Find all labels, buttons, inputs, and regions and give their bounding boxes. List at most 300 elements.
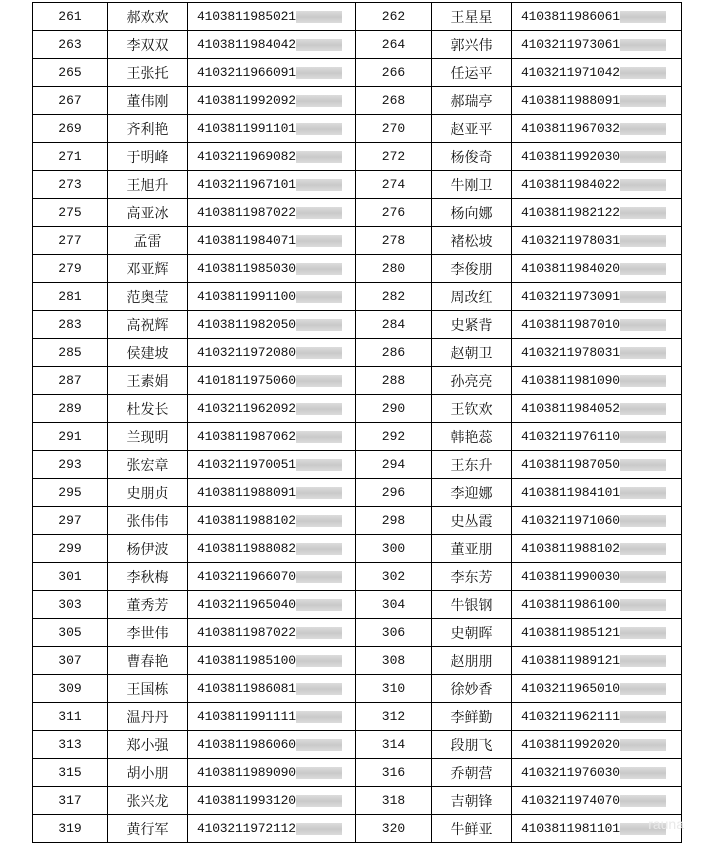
id-visible-digits: 4103811986060 (197, 737, 296, 752)
redaction-bar (296, 123, 342, 135)
id-visible-digits: 4103811991101 (197, 121, 296, 136)
entry-number: 263 (33, 31, 108, 59)
redaction-bar (296, 95, 342, 107)
redaction-bar (296, 655, 342, 667)
redaction-bar (296, 375, 342, 387)
id-visible-digits: 4103811988082 (197, 541, 296, 556)
entry-number: 315 (33, 759, 108, 787)
redaction-bar (296, 263, 342, 275)
id-visible-digits: 4103811984101 (521, 485, 620, 500)
table-row (33, 367, 682, 395)
entry-id-number (512, 507, 682, 535)
entry-name: 杨向娜 (432, 199, 512, 227)
entry-name: 齐利艳 (108, 115, 188, 143)
entry-id-number (512, 227, 682, 255)
id-visible-digits: 4103811989090 (197, 765, 296, 780)
id-visible-digits: 4103811985030 (197, 261, 296, 276)
entry-name: 杨伊波 (108, 535, 188, 563)
entry-name: 赵朋朋 (432, 647, 512, 675)
redaction-bar (296, 431, 342, 443)
id-visible-digits: 4103811984020 (521, 261, 620, 276)
entry-number: 295 (33, 479, 108, 507)
entry-number: 271 (33, 143, 108, 171)
id-visible-digits: 4103211967101 (197, 177, 296, 192)
entry-number: 299 (33, 535, 108, 563)
table-row (33, 171, 682, 199)
redaction-bar (620, 11, 666, 23)
entry-id-number (188, 563, 356, 591)
id-visible-digits: 4103811981090 (521, 373, 620, 388)
entry-name: 孟雷 (108, 227, 188, 255)
redaction-bar (620, 403, 666, 415)
redaction-bar (296, 235, 342, 247)
entry-number: 288 (356, 367, 432, 395)
id-visible-digits: 4103811988102 (197, 513, 296, 528)
table-row (33, 339, 682, 367)
entry-id-number (512, 479, 682, 507)
entry-number: 261 (33, 3, 108, 31)
redaction-bar (296, 487, 342, 499)
entry-name: 李鲜勤 (432, 703, 512, 731)
entry-id-number (512, 703, 682, 731)
entry-id-number (512, 367, 682, 395)
entry-name: 李俊朋 (432, 255, 512, 283)
entry-name: 史丛霞 (432, 507, 512, 535)
entry-id-number (512, 787, 682, 815)
entry-id-number (188, 535, 356, 563)
entry-number: 289 (33, 395, 108, 423)
entry-name: 任运平 (432, 59, 512, 87)
entry-name: 董伟刚 (108, 87, 188, 115)
entry-name: 牛刚卫 (432, 171, 512, 199)
entry-id-number (512, 591, 682, 619)
redaction-bar (620, 683, 666, 695)
entry-number: 275 (33, 199, 108, 227)
entry-id-number (188, 227, 356, 255)
id-visible-digits: 4103811986061 (521, 9, 620, 24)
entry-name: 史紧背 (432, 311, 512, 339)
redaction-bar (296, 795, 342, 807)
redaction-bar (620, 459, 666, 471)
entry-number: 305 (33, 619, 108, 647)
entry-number: 281 (33, 283, 108, 311)
table-row (33, 787, 682, 815)
entry-number: 277 (33, 227, 108, 255)
redaction-bar (620, 319, 666, 331)
entry-id-number (188, 703, 356, 731)
redaction-bar (620, 179, 666, 191)
entry-id-number (188, 199, 356, 227)
entry-name: 高亚冰 (108, 199, 188, 227)
entry-number: 296 (356, 479, 432, 507)
entry-number: 302 (356, 563, 432, 591)
table-row (33, 759, 682, 787)
entry-number: 293 (33, 451, 108, 479)
redaction-bar (620, 543, 666, 555)
entry-number: 274 (356, 171, 432, 199)
entry-id-number (512, 451, 682, 479)
id-visible-digits: 4103211978031 (521, 345, 620, 360)
entry-name: 张宏章 (108, 451, 188, 479)
entry-number: 314 (356, 731, 432, 759)
entry-number: 280 (356, 255, 432, 283)
entry-id-number (188, 367, 356, 395)
roster-table (32, 2, 682, 843)
entry-number: 292 (356, 423, 432, 451)
table-row (33, 59, 682, 87)
entry-id-number (188, 451, 356, 479)
id-visible-digits: 4103811992020 (521, 737, 620, 752)
entry-number: 311 (33, 703, 108, 731)
entry-id-number (188, 171, 356, 199)
id-visible-digits: 4103811982122 (521, 205, 620, 220)
id-visible-digits: 4103811985100 (197, 653, 296, 668)
entry-number: 320 (356, 815, 432, 843)
entry-number: 267 (33, 87, 108, 115)
entry-id-number (188, 283, 356, 311)
entry-id-number (512, 3, 682, 31)
redaction-bar (620, 347, 666, 359)
entry-id-number (188, 395, 356, 423)
entry-name: 郝瑞亭 (432, 87, 512, 115)
entry-name: 韩艳蕊 (432, 423, 512, 451)
redaction-bar (620, 627, 666, 639)
entry-number: 316 (356, 759, 432, 787)
entry-number: 294 (356, 451, 432, 479)
entry-id-number (512, 31, 682, 59)
id-visible-digits: 4103811987022 (197, 625, 296, 640)
entry-number: 306 (356, 619, 432, 647)
entry-number: 300 (356, 535, 432, 563)
entry-number: 264 (356, 31, 432, 59)
entry-number: 304 (356, 591, 432, 619)
id-visible-digits: 4101811975060 (197, 373, 296, 388)
entry-number: 291 (33, 423, 108, 451)
entry-name: 郭兴伟 (432, 31, 512, 59)
entry-name: 胡小朋 (108, 759, 188, 787)
entry-number: 285 (33, 339, 108, 367)
entry-number: 272 (356, 143, 432, 171)
id-visible-digits: 4103811985121 (521, 625, 620, 640)
redaction-bar (296, 683, 342, 695)
id-visible-digits: 4103811993120 (197, 793, 296, 808)
entry-id-number (512, 339, 682, 367)
entry-id-number (512, 395, 682, 423)
redaction-bar (296, 151, 342, 163)
redaction-bar (296, 543, 342, 555)
table-row (33, 87, 682, 115)
entry-name: 杨俊奇 (432, 143, 512, 171)
entry-number: 308 (356, 647, 432, 675)
redaction-bar (620, 207, 666, 219)
entry-id-number (512, 647, 682, 675)
entry-id-number (188, 507, 356, 535)
entry-id-number (188, 87, 356, 115)
entry-id-number (512, 255, 682, 283)
id-visible-digits: 4103211971060 (521, 513, 620, 528)
entry-name: 王张托 (108, 59, 188, 87)
entry-id-number (512, 283, 682, 311)
redaction-bar (620, 291, 666, 303)
entry-name: 郝欢欢 (108, 3, 188, 31)
id-visible-digits: 4103211973091 (521, 289, 620, 304)
entry-number: 287 (33, 367, 108, 395)
redaction-bar (620, 739, 666, 751)
id-visible-digits: 4103811987062 (197, 429, 296, 444)
table-row (33, 591, 682, 619)
table-row (33, 675, 682, 703)
entry-number: 266 (356, 59, 432, 87)
redaction-bar (620, 795, 666, 807)
entry-name: 吉朝锋 (432, 787, 512, 815)
id-visible-digits: 4103811987010 (521, 317, 620, 332)
entry-name: 乔朝营 (432, 759, 512, 787)
redaction-bar (296, 515, 342, 527)
id-visible-digits: 4103211971042 (521, 65, 620, 80)
table-row (33, 283, 682, 311)
redaction-bar (620, 375, 666, 387)
entry-id-number (188, 675, 356, 703)
id-visible-digits: 4103811991111 (197, 709, 296, 724)
redaction-bar (620, 571, 666, 583)
id-visible-digits: 4103211972080 (197, 345, 296, 360)
redaction-bar (620, 263, 666, 275)
entry-name: 孙亮亮 (432, 367, 512, 395)
id-visible-digits: 4103811987050 (521, 457, 620, 472)
table-row (33, 479, 682, 507)
entry-number: 298 (356, 507, 432, 535)
entry-name: 王旭升 (108, 171, 188, 199)
entry-name: 温丹丹 (108, 703, 188, 731)
entry-id-number (188, 31, 356, 59)
entry-name: 赵朝卫 (432, 339, 512, 367)
entry-number: 276 (356, 199, 432, 227)
entry-name: 郑小强 (108, 731, 188, 759)
entry-name: 李双双 (108, 31, 188, 59)
entry-id-number (188, 731, 356, 759)
entry-number: 309 (33, 675, 108, 703)
table-row (33, 395, 682, 423)
entry-number: 278 (356, 227, 432, 255)
id-visible-digits: 4103211966091 (197, 65, 296, 80)
id-visible-digits: 4103811981101 (521, 821, 620, 836)
entry-number: 317 (33, 787, 108, 815)
entry-name: 李世伟 (108, 619, 188, 647)
entry-name: 黄行军 (108, 815, 188, 843)
id-visible-digits: 4103811988091 (197, 485, 296, 500)
entry-name: 王东升 (432, 451, 512, 479)
id-visible-digits: 4103811984071 (197, 233, 296, 248)
redaction-bar (620, 431, 666, 443)
entry-number: 282 (356, 283, 432, 311)
entry-number: 273 (33, 171, 108, 199)
table-row (33, 619, 682, 647)
entry-number: 283 (33, 311, 108, 339)
entry-name: 李东芳 (432, 563, 512, 591)
table-row (33, 423, 682, 451)
entry-id-number (188, 59, 356, 87)
entry-number: 270 (356, 115, 432, 143)
entry-id-number (188, 479, 356, 507)
entry-name: 牛银钢 (432, 591, 512, 619)
id-visible-digits: 4103211978031 (521, 233, 620, 248)
redaction-bar (620, 151, 666, 163)
id-visible-digits: 4103211974070 (521, 793, 620, 808)
entry-id-number (512, 143, 682, 171)
entry-id-number (512, 171, 682, 199)
id-visible-digits: 4103811992030 (521, 149, 620, 164)
entry-name: 王国栋 (108, 675, 188, 703)
redaction-bar (296, 67, 342, 79)
redaction-bar (620, 599, 666, 611)
entry-name: 段朋飞 (432, 731, 512, 759)
entry-number: 313 (33, 731, 108, 759)
entry-number: 297 (33, 507, 108, 535)
id-visible-digits: 4103211976110 (521, 429, 620, 444)
entry-name: 兰现明 (108, 423, 188, 451)
redaction-bar (620, 123, 666, 135)
table-row (33, 731, 682, 759)
redaction-bar (296, 627, 342, 639)
redaction-bar (296, 459, 342, 471)
redaction-bar (620, 655, 666, 667)
id-visible-digits: 4103811967032 (521, 121, 620, 136)
id-visible-digits: 4103811990030 (521, 569, 620, 584)
entry-id-number (188, 619, 356, 647)
entry-name: 王星星 (432, 3, 512, 31)
table-row (33, 311, 682, 339)
entry-name: 徐妙香 (432, 675, 512, 703)
redaction-bar (296, 403, 342, 415)
entry-id-number (188, 3, 356, 31)
id-visible-digits: 4103811984042 (197, 37, 296, 52)
id-visible-digits: 4103811984022 (521, 177, 620, 192)
entry-id-number (188, 815, 356, 843)
id-visible-digits: 4103811985021 (197, 9, 296, 24)
entry-number: 318 (356, 787, 432, 815)
table-row (33, 227, 682, 255)
entry-name: 王钦欢 (432, 395, 512, 423)
entry-id-number (512, 759, 682, 787)
entry-number: 265 (33, 59, 108, 87)
entry-name: 邓亚辉 (108, 255, 188, 283)
entry-id-number (188, 143, 356, 171)
id-visible-digits: 4103211970051 (197, 457, 296, 472)
redaction-bar (296, 11, 342, 23)
entry-number: 268 (356, 87, 432, 115)
redaction-bar (296, 571, 342, 583)
entry-number: 284 (356, 311, 432, 339)
table-row (33, 815, 682, 843)
redaction-bar (296, 319, 342, 331)
entry-name: 于明峰 (108, 143, 188, 171)
roster-table-body (33, 3, 682, 843)
redaction-bar (620, 515, 666, 527)
id-visible-digits: 4103811992092 (197, 93, 296, 108)
entry-name: 张兴龙 (108, 787, 188, 815)
id-visible-digits: 4103811986081 (197, 681, 296, 696)
id-visible-digits: 4103811986100 (521, 597, 620, 612)
entry-name: 褚松坡 (432, 227, 512, 255)
redaction-bar (296, 291, 342, 303)
id-visible-digits: 4103811988091 (521, 93, 620, 108)
id-visible-digits: 4103811991100 (197, 289, 296, 304)
redaction-bar (296, 347, 342, 359)
redaction-bar (620, 235, 666, 247)
entry-id-number (512, 311, 682, 339)
id-visible-digits: 4103811984052 (521, 401, 620, 416)
redaction-bar (296, 179, 342, 191)
entry-name: 张伟伟 (108, 507, 188, 535)
entry-id-number (512, 619, 682, 647)
table-row (33, 647, 682, 675)
entry-id-number (512, 199, 682, 227)
entry-number: 262 (356, 3, 432, 31)
table-row (33, 703, 682, 731)
entry-id-number (188, 311, 356, 339)
entry-name: 史朝晖 (432, 619, 512, 647)
id-visible-digits: 4103211976030 (521, 765, 620, 780)
redaction-bar (296, 739, 342, 751)
entry-id-number (188, 115, 356, 143)
redaction-bar (620, 39, 666, 51)
entry-number: 301 (33, 563, 108, 591)
entry-number: 312 (356, 703, 432, 731)
table-row (33, 115, 682, 143)
table-row (33, 3, 682, 31)
id-visible-digits: 4103811987022 (197, 205, 296, 220)
entry-id-number (512, 115, 682, 143)
redaction-bar (296, 39, 342, 51)
table-row (33, 199, 682, 227)
redaction-bar (620, 767, 666, 779)
entry-name: 董亚朋 (432, 535, 512, 563)
entry-number: 269 (33, 115, 108, 143)
redaction-bar (296, 767, 342, 779)
entry-number: 286 (356, 339, 432, 367)
entry-id-number (512, 731, 682, 759)
redaction-bar (620, 67, 666, 79)
entry-id-number (512, 563, 682, 591)
redaction-bar (296, 711, 342, 723)
id-visible-digits: 4103211962111 (521, 709, 620, 724)
id-visible-digits: 4103211969082 (197, 149, 296, 164)
entry-id-number (188, 759, 356, 787)
entry-name: 侯建坡 (108, 339, 188, 367)
entry-name: 史朋贞 (108, 479, 188, 507)
entry-id-number (512, 423, 682, 451)
entry-id-number (188, 787, 356, 815)
entry-id-number (188, 591, 356, 619)
redaction-bar (620, 95, 666, 107)
id-visible-digits: 4103211965040 (197, 597, 296, 612)
table-row (33, 535, 682, 563)
entry-id-number (512, 675, 682, 703)
entry-id-number (188, 339, 356, 367)
table-row (33, 255, 682, 283)
entry-name: 杜发长 (108, 395, 188, 423)
entry-name: 李迎娜 (432, 479, 512, 507)
entry-id-number (188, 255, 356, 283)
redaction-bar (620, 487, 666, 499)
watermark: rauna (648, 816, 684, 832)
redaction-bar (296, 599, 342, 611)
entry-name: 赵亚平 (432, 115, 512, 143)
redaction-bar (296, 823, 342, 835)
id-visible-digits: 4103211966070 (197, 569, 296, 584)
redaction-bar (296, 207, 342, 219)
table-row (33, 507, 682, 535)
